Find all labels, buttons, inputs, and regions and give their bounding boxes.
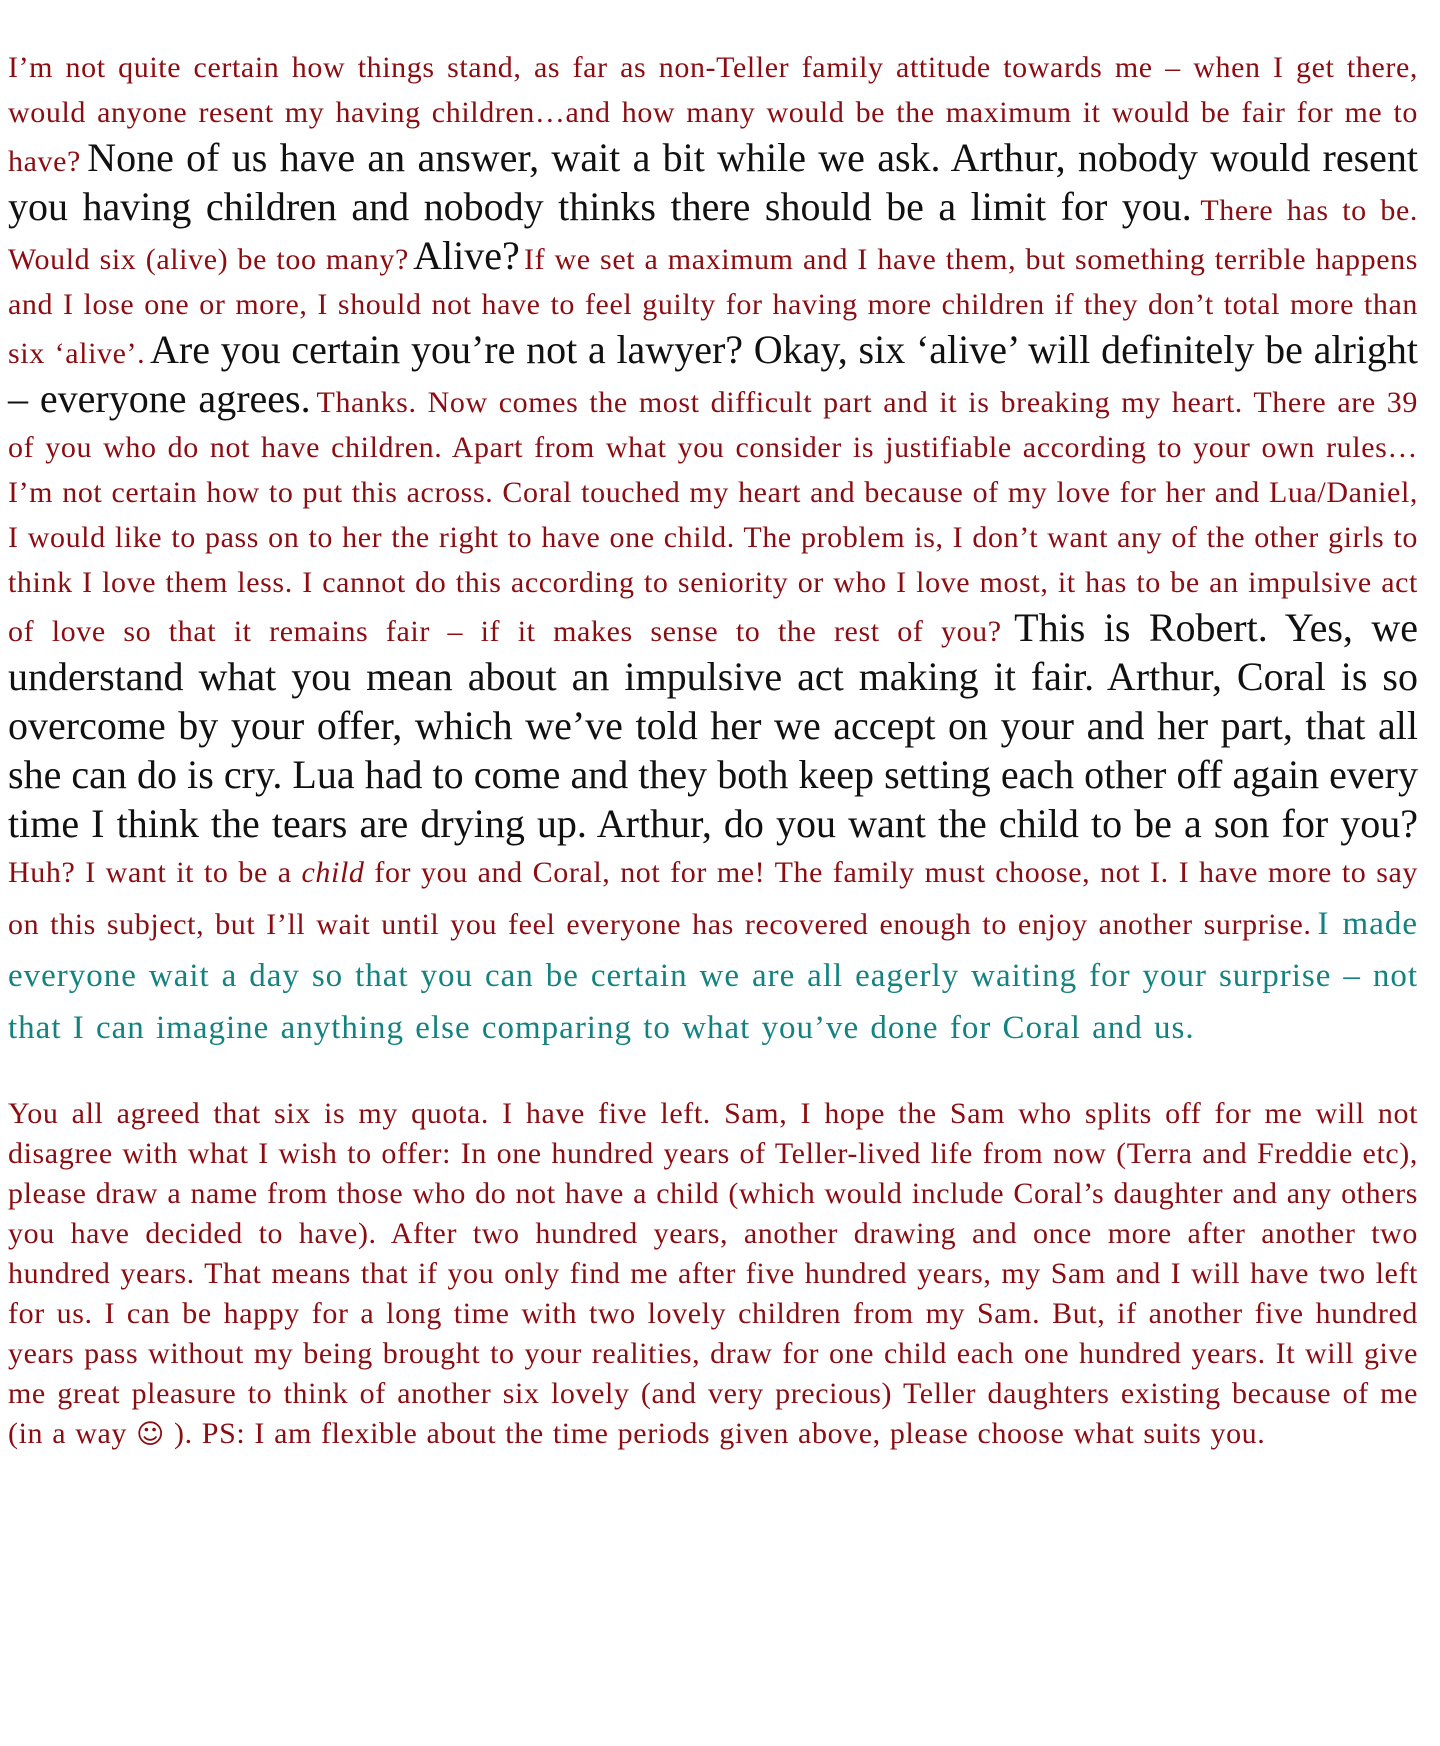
smiley-icon: ☺ — [136, 1419, 165, 1450]
arthur-reply-4-end: for you and Coral, not for me! The family must choose, not I. I have more to say on this subject, but I’ll wait until you feel everyone has recovered enough to enjoy another surprise. — [8, 856, 1419, 941]
document-page — [8, 48, 1418, 1455]
paragraph-2 — [8, 1094, 1418, 1455]
paragraph-1 — [8, 48, 1418, 1054]
arthur-question: I’m not quite certain how things stand, as far as non-Teller family attitude towards me – when I get there, would anyone resent my having children…and how many would be the maximum it would be fair for me to have? — [8, 51, 1418, 178]
family-reply-2: Alive? — [413, 233, 520, 278]
arthur-reply-3: Thanks. Now comes the most difficult part and it is breaking my heart. There are 39 of you who do not have children. Apart from what you consider is justifiable according to your own rules…I’m not certain how to put this across. Coral touched my heart and because of my love for her and Lua/Daniel, I would like to pass on to her the right to have one child. The problem is, I don’t want any of the other girls to think I love them less. I cannot do this according to seniority or who I love most, it has to be an impulsive act of love so that it remains fair – if it makes sense to the rest of you? — [8, 386, 1419, 648]
arthur-reply-1: There has to be. Would six (alive) be too many? — [8, 194, 1418, 276]
arthur-reply-4 — [8, 856, 1418, 941]
family-reply-1: None of us have an answer, wait a bit while we ask. Arthur, nobody would resent you having children and nobody thinks there should be a limit for you. — [8, 135, 1419, 229]
robert-reply: This is Robert. Yes, we understand what you mean about an impulsive act making it fair. Arthur, Coral is so overcome by your offer, which we’ve told her we accept on your and her part, that all she can do is cry. Lua had to come and they both keep setting each other off again every time I think the tears are drying up. Arthur, do you want the child to be a son for you? — [8, 605, 1419, 846]
arthur-reply-4-start: Huh? I want it to be a — [8, 856, 292, 889]
paragraph-2-text: You all agreed that six is my quota. I have five left. Sam, I hope the Sam who splits off for me will not disagree with what I wish to offer: In one hundred years of Teller-lived life from now (Terra and Freddie etc), please draw a name from those who do not have a child (which would include Coral’s daughter and any others you have decided to have). After two hundred years, another drawing and once more after another two hundred years. That means that if you only find me after five hundred years, my Sam and I will have two left for us. I can be happy for a long time with two lovely children from my Sam. But, if another five hundred years pass without my being brought to your realities, draw for one child each one hundred years. It will give me great pleasure to think of another six lovely (and very precious) Teller daughters existing because of me (in a way — [8, 1097, 1418, 1450]
emphasis-child: child — [301, 856, 365, 889]
family-reply-3: Are you certain you’re not a lawyer? Okay, six ‘alive’ will definitely be alright – everyone agrees. — [8, 327, 1419, 421]
teal-reply: I made everyone wait a day so that you can be certain we are all eagerly waiting for your surprise – not that I can imagine anything else comparing to what you’ve done for Coral and us. — [8, 906, 1419, 1046]
paragraph-2-end: ). PS: I am flexible about the time periods given above, please choose what suits you. — [174, 1417, 1266, 1450]
arthur-reply-2: If we set a maximum and I have them, but something terrible happens and I lose one or more, I should not have to feel guilty for having more children if they don’t total more than six ‘alive’. — [8, 243, 1419, 370]
